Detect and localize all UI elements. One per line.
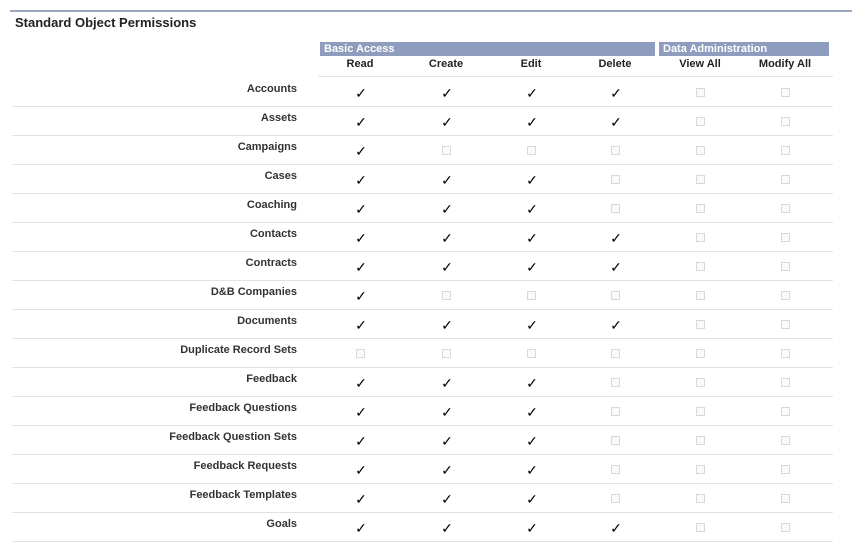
permission-cell bbox=[404, 223, 488, 251]
checked-icon: ✓ bbox=[441, 172, 453, 188]
permission-cell bbox=[489, 455, 573, 483]
checked-icon: ✓ bbox=[441, 230, 453, 246]
permission-cell bbox=[743, 252, 827, 280]
unchecked-box-icon bbox=[696, 204, 705, 213]
column-header-delete: Delete bbox=[598, 58, 632, 70]
section-title: Standard Object Permissions bbox=[15, 15, 197, 30]
object-label: Feedback Questions bbox=[189, 402, 297, 414]
permission-cell bbox=[658, 136, 742, 164]
permission-cell bbox=[573, 455, 657, 483]
permission-cell bbox=[743, 339, 827, 367]
checked-icon: ✓ bbox=[355, 288, 367, 304]
permission-cell bbox=[404, 281, 488, 309]
checked-icon: ✓ bbox=[441, 375, 453, 391]
permission-cell bbox=[743, 223, 827, 251]
unchecked-box-icon bbox=[781, 465, 790, 474]
permission-cell bbox=[658, 252, 742, 280]
permission-cell bbox=[404, 339, 488, 367]
object-label: Goals bbox=[266, 518, 297, 530]
permission-cell bbox=[489, 165, 573, 193]
unchecked-box-icon bbox=[696, 291, 705, 300]
checked-icon: ✓ bbox=[441, 520, 453, 536]
unchecked-box-icon bbox=[781, 117, 790, 126]
permission-cell bbox=[658, 107, 742, 135]
permission-cell bbox=[658, 339, 742, 367]
permission-cell bbox=[658, 78, 742, 106]
checked-icon: ✓ bbox=[526, 520, 538, 536]
checked-icon: ✓ bbox=[441, 404, 453, 420]
permission-cell bbox=[743, 426, 827, 454]
unchecked-box-icon bbox=[781, 146, 790, 155]
object-label: D&B Companies bbox=[210, 286, 297, 298]
checked-icon: ✓ bbox=[526, 317, 538, 333]
checked-icon: ✓ bbox=[526, 404, 538, 420]
unchecked-box-icon bbox=[611, 465, 620, 474]
permission-cell bbox=[658, 165, 742, 193]
permission-cell bbox=[573, 136, 657, 164]
permission-cell bbox=[404, 513, 488, 541]
checked-icon: ✓ bbox=[610, 230, 622, 246]
permission-cell bbox=[318, 455, 402, 483]
permission-cell bbox=[573, 107, 657, 135]
unchecked-box-icon bbox=[696, 378, 705, 387]
header-divider bbox=[318, 76, 833, 77]
permission-cell bbox=[743, 165, 827, 193]
table-row bbox=[12, 78, 833, 107]
permission-cell bbox=[489, 252, 573, 280]
checked-icon: ✓ bbox=[441, 491, 453, 507]
checked-icon: ✓ bbox=[355, 462, 367, 478]
permission-cell bbox=[404, 136, 488, 164]
checked-icon: ✓ bbox=[526, 433, 538, 449]
unchecked-box-icon bbox=[696, 320, 705, 329]
unchecked-box-icon bbox=[696, 146, 705, 155]
permission-cell bbox=[489, 107, 573, 135]
unchecked-box-icon bbox=[696, 436, 705, 445]
table-row bbox=[12, 513, 833, 542]
permission-cell bbox=[489, 397, 573, 425]
table-row bbox=[12, 426, 833, 455]
permission-cell bbox=[658, 484, 742, 512]
checked-icon: ✓ bbox=[610, 520, 622, 536]
permission-cell bbox=[489, 484, 573, 512]
table-row bbox=[12, 252, 833, 281]
permission-cell bbox=[743, 397, 827, 425]
checked-icon: ✓ bbox=[355, 85, 367, 101]
permission-cell bbox=[658, 455, 742, 483]
checked-icon: ✓ bbox=[355, 201, 367, 217]
permission-cell bbox=[404, 252, 488, 280]
permission-cell bbox=[318, 484, 402, 512]
column-header-edit: Edit bbox=[520, 58, 542, 70]
permission-cell bbox=[743, 484, 827, 512]
checked-icon: ✓ bbox=[526, 114, 538, 130]
checked-icon: ✓ bbox=[526, 172, 538, 188]
permission-cell bbox=[658, 513, 742, 541]
permission-cell bbox=[318, 136, 402, 164]
permission-cell bbox=[318, 78, 402, 106]
permission-cell bbox=[743, 368, 827, 396]
checked-icon: ✓ bbox=[355, 172, 367, 188]
table-row bbox=[12, 281, 833, 310]
unchecked-box-icon bbox=[781, 407, 790, 416]
checked-icon: ✓ bbox=[526, 491, 538, 507]
permission-cell bbox=[573, 310, 657, 338]
permission-cell bbox=[658, 223, 742, 251]
permission-cell bbox=[318, 368, 402, 396]
permission-cell bbox=[573, 252, 657, 280]
permission-cell bbox=[489, 223, 573, 251]
object-label: Cases bbox=[264, 170, 297, 182]
unchecked-box-icon bbox=[442, 349, 451, 358]
unchecked-box-icon bbox=[442, 291, 451, 300]
table-row bbox=[12, 194, 833, 223]
checked-icon: ✓ bbox=[441, 259, 453, 275]
permission-cell bbox=[489, 339, 573, 367]
table-row bbox=[12, 339, 833, 368]
permission-cell bbox=[318, 397, 402, 425]
checked-icon: ✓ bbox=[441, 433, 453, 449]
unchecked-box-icon bbox=[781, 523, 790, 532]
table-row bbox=[12, 368, 833, 397]
unchecked-box-icon bbox=[781, 349, 790, 358]
object-label: Coaching bbox=[246, 199, 297, 211]
permission-cell bbox=[489, 513, 573, 541]
permission-cell bbox=[573, 339, 657, 367]
unchecked-box-icon bbox=[611, 146, 620, 155]
checked-icon: ✓ bbox=[355, 404, 367, 420]
permission-cell bbox=[489, 136, 573, 164]
object-label: Accounts bbox=[246, 83, 297, 95]
checked-icon: ✓ bbox=[610, 114, 622, 130]
permission-cell bbox=[658, 397, 742, 425]
permission-cell bbox=[318, 165, 402, 193]
checked-icon: ✓ bbox=[526, 85, 538, 101]
unchecked-box-icon bbox=[696, 494, 705, 503]
permission-cell bbox=[404, 397, 488, 425]
permission-cell bbox=[743, 194, 827, 222]
object-label: Duplicate Record Sets bbox=[180, 344, 297, 356]
permission-cell bbox=[573, 165, 657, 193]
unchecked-box-icon bbox=[781, 204, 790, 213]
unchecked-box-icon bbox=[781, 320, 790, 329]
permission-cell bbox=[573, 78, 657, 106]
permission-cell bbox=[573, 484, 657, 512]
column-header-modify-all: Modify All bbox=[758, 58, 812, 70]
permission-cell bbox=[489, 194, 573, 222]
permission-cell bbox=[658, 310, 742, 338]
checked-icon: ✓ bbox=[526, 201, 538, 217]
permission-cell bbox=[318, 426, 402, 454]
checked-icon: ✓ bbox=[610, 85, 622, 101]
table-row bbox=[12, 107, 833, 136]
permission-cell bbox=[658, 426, 742, 454]
permission-cell bbox=[318, 310, 402, 338]
unchecked-box-icon bbox=[611, 291, 620, 300]
unchecked-box-icon bbox=[696, 117, 705, 126]
checked-icon: ✓ bbox=[610, 317, 622, 333]
column-header-create: Create bbox=[428, 58, 464, 70]
checked-icon: ✓ bbox=[355, 375, 367, 391]
unchecked-box-icon bbox=[611, 407, 620, 416]
unchecked-box-icon bbox=[781, 436, 790, 445]
unchecked-box-icon bbox=[527, 146, 536, 155]
permission-cell bbox=[573, 368, 657, 396]
permission-cell bbox=[489, 426, 573, 454]
object-label: Contracts bbox=[245, 257, 297, 269]
group-header-data-administration: Data Administration bbox=[659, 42, 829, 56]
permission-cell bbox=[658, 368, 742, 396]
unchecked-box-icon bbox=[696, 407, 705, 416]
unchecked-box-icon bbox=[781, 175, 790, 184]
unchecked-box-icon bbox=[696, 465, 705, 474]
object-label: Feedback Requests bbox=[193, 460, 297, 472]
object-label: Feedback bbox=[246, 373, 297, 385]
unchecked-box-icon bbox=[696, 88, 705, 97]
permission-cell bbox=[404, 455, 488, 483]
permission-cell bbox=[489, 310, 573, 338]
unchecked-box-icon bbox=[781, 88, 790, 97]
column-header-view-all: View All bbox=[679, 58, 721, 70]
unchecked-box-icon bbox=[781, 291, 790, 300]
permission-cell bbox=[404, 310, 488, 338]
permission-cell bbox=[318, 281, 402, 309]
unchecked-box-icon bbox=[696, 349, 705, 358]
permission-cell bbox=[318, 339, 402, 367]
object-label: Feedback Question Sets bbox=[169, 431, 297, 443]
group-header-basic-access: Basic Access bbox=[320, 42, 655, 56]
unchecked-box-icon bbox=[356, 349, 365, 358]
checked-icon: ✓ bbox=[526, 375, 538, 391]
checked-icon: ✓ bbox=[610, 259, 622, 275]
unchecked-box-icon bbox=[696, 175, 705, 184]
permission-cell bbox=[743, 281, 827, 309]
unchecked-box-icon bbox=[611, 436, 620, 445]
permission-cell bbox=[489, 368, 573, 396]
permission-cell bbox=[404, 107, 488, 135]
checked-icon: ✓ bbox=[526, 230, 538, 246]
unchecked-box-icon bbox=[611, 175, 620, 184]
permission-cell bbox=[573, 397, 657, 425]
object-label: Contacts bbox=[249, 228, 297, 240]
unchecked-box-icon bbox=[696, 523, 705, 532]
object-label: Assets bbox=[260, 112, 297, 124]
permission-cell bbox=[573, 513, 657, 541]
checked-icon: ✓ bbox=[441, 462, 453, 478]
unchecked-box-icon bbox=[781, 494, 790, 503]
unchecked-box-icon bbox=[781, 233, 790, 242]
permission-cell bbox=[404, 426, 488, 454]
checked-icon: ✓ bbox=[355, 230, 367, 246]
permission-cell bbox=[318, 513, 402, 541]
unchecked-box-icon bbox=[611, 494, 620, 503]
permission-cell bbox=[404, 165, 488, 193]
permission-cell bbox=[573, 426, 657, 454]
object-label: Campaigns bbox=[237, 141, 297, 153]
permission-cell bbox=[489, 281, 573, 309]
permission-cell bbox=[404, 194, 488, 222]
checked-icon: ✓ bbox=[441, 317, 453, 333]
checked-icon: ✓ bbox=[355, 491, 367, 507]
permission-cell bbox=[743, 78, 827, 106]
permission-cell bbox=[404, 368, 488, 396]
permission-cell bbox=[318, 107, 402, 135]
permission-cell bbox=[573, 281, 657, 309]
checked-icon: ✓ bbox=[441, 114, 453, 130]
unchecked-box-icon bbox=[442, 146, 451, 155]
checked-icon: ✓ bbox=[355, 143, 367, 159]
unchecked-box-icon bbox=[611, 349, 620, 358]
permission-cell bbox=[743, 455, 827, 483]
table-row bbox=[12, 310, 833, 339]
checked-icon: ✓ bbox=[441, 85, 453, 101]
checked-icon: ✓ bbox=[355, 317, 367, 333]
permission-cell bbox=[318, 223, 402, 251]
checked-icon: ✓ bbox=[526, 462, 538, 478]
table-row bbox=[12, 455, 833, 484]
permission-cell bbox=[573, 223, 657, 251]
permission-cell bbox=[404, 484, 488, 512]
permission-cell bbox=[318, 194, 402, 222]
permission-cell bbox=[489, 78, 573, 106]
table-row bbox=[12, 165, 833, 194]
section-top-border bbox=[10, 10, 852, 12]
checked-icon: ✓ bbox=[441, 201, 453, 217]
checked-icon: ✓ bbox=[355, 520, 367, 536]
object-label: Feedback Templates bbox=[189, 489, 297, 501]
permission-cell bbox=[573, 194, 657, 222]
permission-cell bbox=[743, 310, 827, 338]
unchecked-box-icon bbox=[611, 378, 620, 387]
table-row bbox=[12, 397, 833, 426]
unchecked-box-icon bbox=[781, 378, 790, 387]
permission-cell bbox=[404, 78, 488, 106]
unchecked-box-icon bbox=[611, 204, 620, 213]
permission-cell bbox=[318, 252, 402, 280]
checked-icon: ✓ bbox=[355, 433, 367, 449]
permission-cell bbox=[658, 194, 742, 222]
checked-icon: ✓ bbox=[355, 259, 367, 275]
permission-cell bbox=[658, 281, 742, 309]
permission-cell bbox=[743, 136, 827, 164]
unchecked-box-icon bbox=[527, 349, 536, 358]
unchecked-box-icon bbox=[527, 291, 536, 300]
unchecked-box-icon bbox=[696, 262, 705, 271]
checked-icon: ✓ bbox=[355, 114, 367, 130]
unchecked-box-icon bbox=[781, 262, 790, 271]
checked-icon: ✓ bbox=[526, 259, 538, 275]
permission-cell bbox=[743, 107, 827, 135]
object-label: Documents bbox=[237, 315, 297, 327]
table-row bbox=[12, 223, 833, 252]
permission-cell bbox=[743, 513, 827, 541]
column-header-read: Read bbox=[346, 58, 374, 70]
table-row bbox=[12, 484, 833, 513]
table-row bbox=[12, 136, 833, 165]
unchecked-box-icon bbox=[696, 233, 705, 242]
